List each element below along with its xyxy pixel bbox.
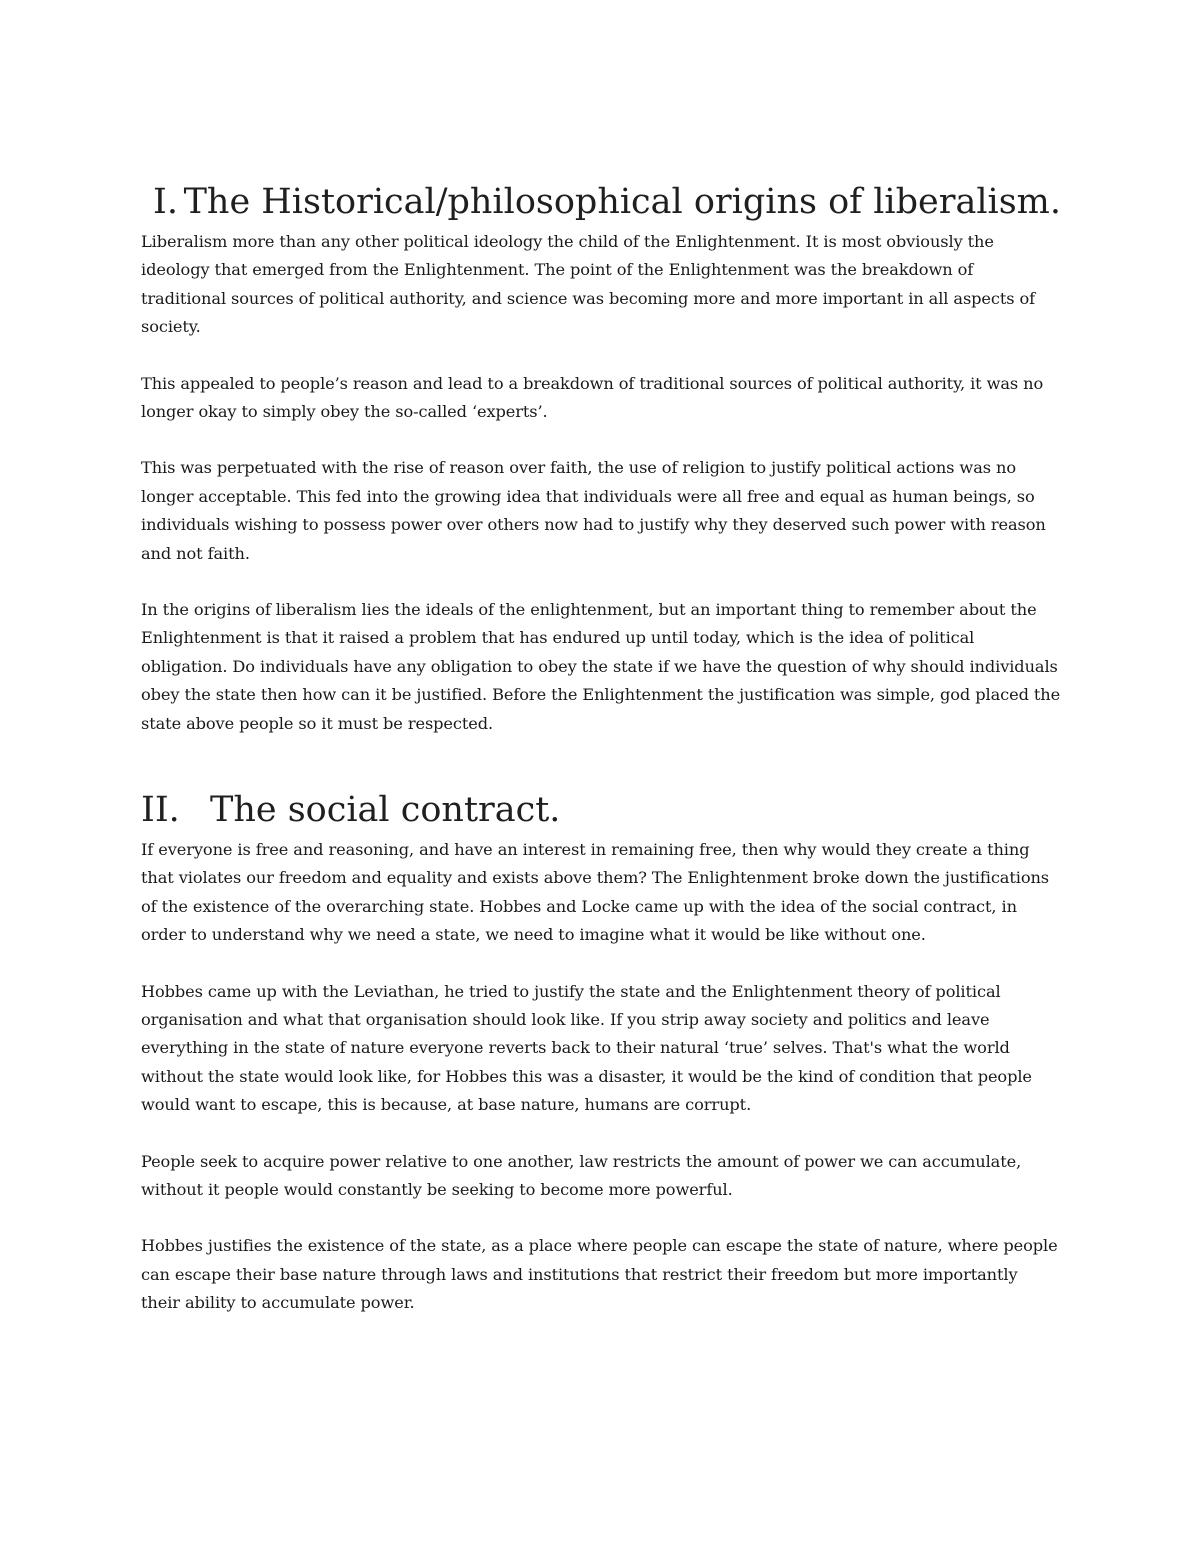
paragraph: This was perpetuated with the rise of reason over faith, the use of religion to justify political actions was no longer acceptable. This fed into the growing idea that individuals were all free and equal as human beings, so individuals wishing to possess power over others now had to justify why they deserved such power with reason and not faith.	[141, 458, 1046, 563]
paragraph: Hobbes justifies the existence of the state, as a place where people can escape the state of nature, where people can escape their base nature through laws and institutions that restrict their freedom but more importantly their ability to accumulate power.	[141, 1236, 1058, 1313]
paragraph: If everyone is free and reasoning, and have an interest in remaining free, then why would they create a thing that violates our freedom and equality and exists above them? The Enlightenment broke down the justifications of the existence of the overarching state. Hobbes and Locke came up with the idea of the social contract, in order to understand why we need a state, we need to imagine what it would be like without one.	[141, 840, 1050, 945]
paragraph: In the origins of liberalism lies the ideals of the enlightenment, but an important thing to remember about the Enlightenment is that it raised a problem that has endured up until today, which is the idea of political obligation. Do individuals have any obligation to obey the state if we have the question of why should individuals obey the state then how can it be justified. Before the Enlightenment the justification was simple, god placed the state above people so it must be respected.	[141, 600, 1061, 733]
section-title: The social contract.	[210, 790, 561, 830]
paragraph: Hobbes came up with the Leviathan, he tried to justify the state and the Enlightenment theory of political organisation and what that organisation should look like. If you strip away society and politics and leave everything in the state of nature everyone reverts back to their natural ‘true’ selves. That's what the world without the state would look like, for Hobbes this was a disaster, it would be the kind of condition that people would want to escape, this is because, at base nature, humans are corrupt.	[141, 981, 1032, 1115]
section-historical-origins	[141, 182, 1061, 738]
section-social-contract	[141, 790, 1061, 1318]
paragraph: This appealed to people’s reason and lead to a breakdown of traditional sources of political authority, it was no longer okay to simply obey the so-called ‘experts’.	[141, 373, 1044, 422]
section-heading	[141, 182, 1061, 222]
paragraph: Liberalism more than any other political ideology the child of the Enlightenment. It is most obviously the ideology that emerged from the Enlightenment. The point of the Enlightenment was the breakdown of traditional sources of political authority, and science was becoming more and more important in all aspects of society.	[141, 232, 1036, 337]
section-title: The Historical/philosophical origins of liberalism.	[183, 182, 1061, 222]
paragraph: People seek to acquire power relative to one another, law restricts the amount of power we can accumulate, without it people would constantly be seeking to become more powerful.	[141, 1151, 1022, 1200]
section-heading	[141, 790, 1061, 830]
section-number: II.	[141, 790, 180, 830]
section-number: I.	[153, 182, 178, 222]
